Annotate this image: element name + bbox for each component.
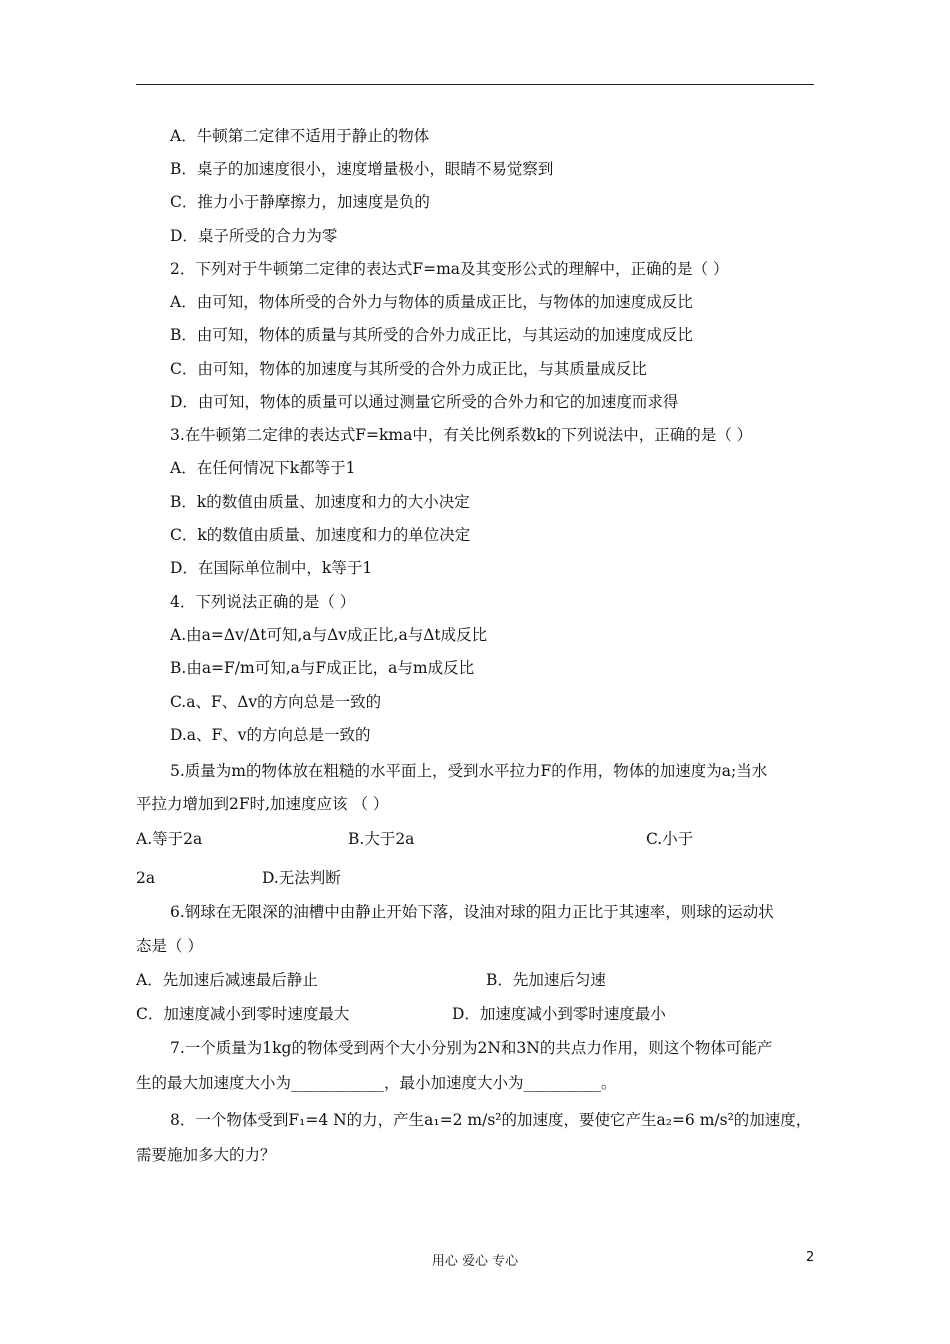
- text-line: D．由可知，物体的质量可以通过测量它所受的合外力和它的加速度而求得: [170, 393, 679, 411]
- text-line: 平拉力增加到2F时,加速度应该 （ ）: [136, 795, 389, 813]
- text-line: A.由a=Δv/Δt可知,a与Δv成正比,a与Δt成反比: [170, 626, 488, 644]
- option-c-cont: 2a: [136, 869, 156, 887]
- text-line: C．推力小于静摩擦力，加速度是负的: [170, 193, 430, 211]
- header-rule: [136, 84, 814, 85]
- option-c: C.小于: [646, 830, 694, 848]
- text-line: 4．下列说法正确的是（ ）: [170, 593, 356, 611]
- text-line: 2．下列对于牛顿第二定律的表达式F=ma及其变形公式的理解中，正确的是（ ）: [170, 260, 729, 278]
- text-line: 生的最大加速度大小为____________，最小加速度大小为__________。: [136, 1074, 617, 1092]
- text-line: 态是（ ）: [136, 937, 203, 955]
- text-line: A．牛顿第二定律不适用于静止的物体: [170, 127, 430, 145]
- text-line: C.a、F、Δv的方向总是一致的: [170, 693, 382, 711]
- page-footer: 用心 爱心 专心: [431, 1254, 519, 1269]
- page-number: 2: [806, 1250, 815, 1265]
- text-line: B.由a=F/m可知,a与F成正比，a与m成反比: [170, 659, 475, 677]
- option-a: A．先加速后减速最后静止: [136, 971, 318, 989]
- text-line: B．桌子的加速度很小，速度增量极小，眼睛不易觉察到: [170, 160, 554, 178]
- text-line: A．在任何情况下k都等于1: [170, 459, 356, 477]
- text-line: 8．一个物体受到F₁=4 N的力，产生a₁=2 m/s²的加速度，要使它产生a₂=6 m/s²的加速度，: [170, 1111, 812, 1129]
- text-line: A．由可知，物体所受的合外力与物体的质量成正比，与物体的加速度成反比: [170, 293, 693, 311]
- text-line: B．k的数值由质量、加速度和力的大小决定: [170, 493, 470, 511]
- text-line: C．k的数值由质量、加速度和力的单位决定: [170, 526, 471, 544]
- text-line: 5.质量为m的物体放在粗糙的水平面上，受到水平拉力F的作用，物体的加速度为a;当水: [170, 762, 768, 780]
- option-c: C．加速度减小到零时速度最大: [136, 1005, 350, 1023]
- text-line: 需要施加多大的力？: [136, 1146, 276, 1164]
- option-d: D．加速度减小到零时速度最小: [452, 1005, 666, 1023]
- text-line: D．在国际单位制中，k等于1: [170, 559, 373, 577]
- option-b: B．先加速后匀速: [486, 971, 606, 989]
- text-line: D.a、F、v的方向总是一致的: [170, 726, 371, 744]
- text-line: 6.钢球在无限深的油槽中由静止开始下落，设油对球的阻力正比于其速率，则球的运动状: [170, 903, 774, 921]
- text-line: B．由可知，物体的质量与其所受的合外力成正比，与其运动的加速度成反比: [170, 326, 693, 344]
- text-line: 7.一个质量为1kg的物体受到两个大小分别为2N和3N的共点力作用，则这个物体可能产: [170, 1039, 773, 1057]
- text-line: C．由可知，物体的加速度与其所受的合外力成正比，与其质量成反比: [170, 360, 647, 378]
- option-d: D.无法判断: [262, 869, 341, 887]
- option-b: B.大于2a: [348, 830, 415, 848]
- text-line: D．桌子所受的合力为零: [170, 227, 338, 245]
- text-line: 3.在牛顿第二定律的表达式F=kma中，有关比例系数k的下列说法中，正确的是（ ）: [170, 426, 753, 444]
- option-a: A.等于2a: [136, 830, 203, 848]
